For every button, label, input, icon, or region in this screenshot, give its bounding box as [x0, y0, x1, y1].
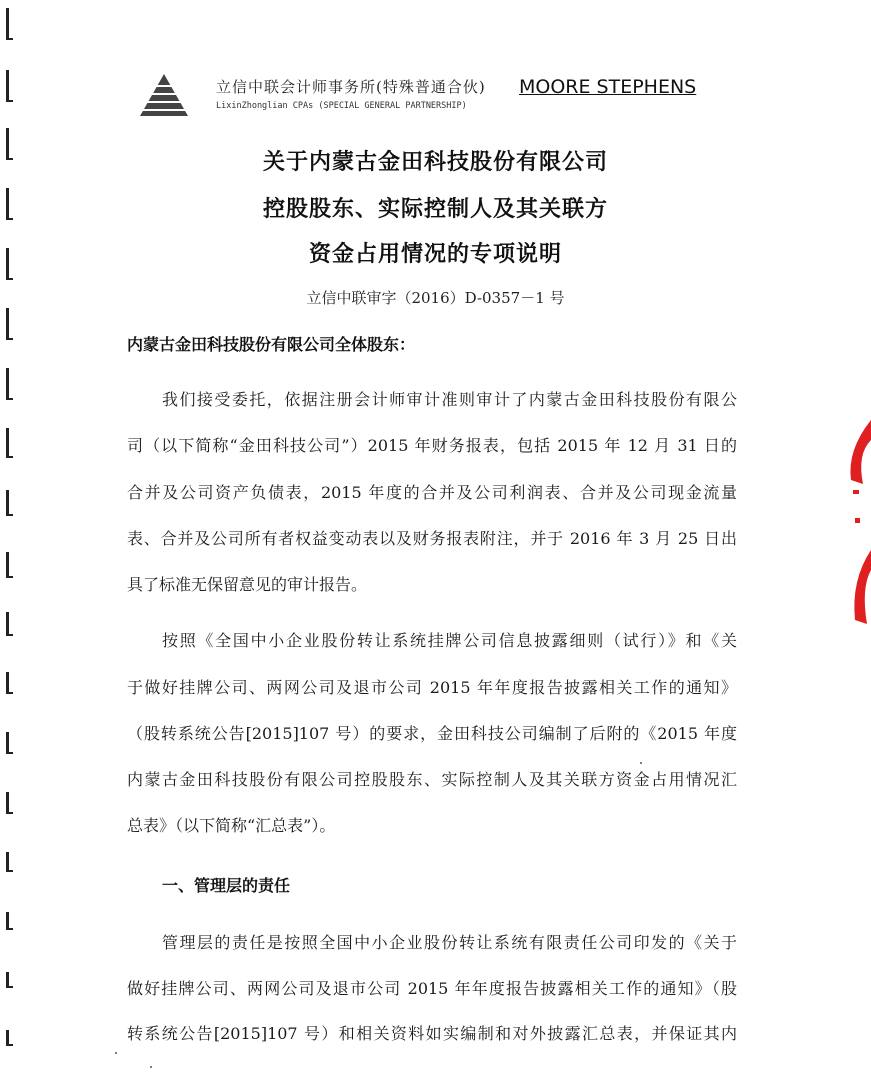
para3-line: 做好挂牌公司、两网公司及退市公司 2015 年年度报告披露相关工作的通知》（股	[127, 979, 737, 998]
binding-mark	[6, 428, 13, 458]
title-line-1: 关于内蒙古金田科技股份有限公司	[262, 149, 608, 175]
para2-line: （股转系统公告[2015]107 号）的要求，金田科技公司编制了后附的《2015 年度	[127, 724, 737, 743]
binding-mark	[6, 490, 13, 516]
para1-line: 合并及公司资产负债表，2015 年度的合并及公司利润表、合并及公司现金流量	[127, 483, 737, 502]
para2-line: 内蒙古金田科技股份有限公司控股股东、实际控制人及其关联方资金占用情况汇	[127, 770, 737, 789]
binding-mark	[6, 612, 13, 636]
binding-mark	[6, 1030, 13, 1046]
network-name: MOORE STEPHENS	[519, 76, 697, 98]
para1-line: 我们接受委托，依据注册会计师审计准则审计了内蒙古金田科技股份有限公	[162, 390, 737, 409]
reference-number: 立信中联审字（2016）D-0357－1 号	[306, 289, 565, 307]
para1-line: 表、合并及公司所有者权益变动表以及财务报表附注，并于 2016 年 3 月 25 日出	[127, 529, 737, 548]
binding-mark	[6, 8, 13, 40]
scan-speck	[640, 762, 642, 764]
para2-line: 按照《全国中小企业股份转让系统挂牌公司信息披露细则（试行）》和《关	[162, 631, 737, 650]
para2-line: 总表》（以下简称“汇总表”）。	[127, 816, 336, 835]
section-heading: 一、管理层的责任	[162, 876, 291, 895]
binding-mark	[6, 672, 13, 694]
binding-mark	[6, 912, 13, 930]
addressee: 内蒙古金田科技股份有限公司全体股东：	[127, 335, 416, 354]
scan-speck	[115, 1052, 117, 1054]
red-seal-icon	[845, 420, 871, 640]
binding-mark	[6, 552, 13, 578]
firm-name-en: LixinZhonglian CPAs (SPECIAL GENERAL PARTNERSHIP)	[216, 101, 467, 111]
binding-mark	[6, 308, 13, 340]
firm-name-cn: 立信中联会计师事务所(特殊普通合伙)	[216, 78, 486, 96]
para3-line: 管理层的责任是按照全国中小企业股份转让系统有限责任公司印发的《关于	[162, 933, 737, 952]
para2-line: 于做好挂牌公司、两网公司及退市公司 2015 年年度报告披露相关工作的通知》	[127, 678, 737, 697]
binding-mark	[6, 368, 13, 400]
binding-mark	[6, 852, 13, 872]
firm-logo-icon	[138, 72, 190, 118]
scan-speck	[150, 1066, 152, 1068]
para3-line: 转系统公告[2015]107 号）和相关资料如实编制和对外披露汇总表，并保证其内	[127, 1024, 737, 1043]
title-line-2: 控股股东、实际控制人及其关联方	[262, 196, 608, 222]
binding-mark	[6, 792, 13, 814]
para1-line: 具了标准无保留意见的审计报告。	[127, 575, 368, 594]
para1-line: 司（以下简称“金田科技公司”）2015 年财务报表，包括 2015 年 12 月 31 日的	[127, 436, 737, 455]
binding-mark	[6, 70, 13, 102]
title-line-3: 资金占用情况的专项说明	[308, 241, 562, 267]
binding-mark	[6, 732, 13, 754]
binding-mark	[6, 972, 13, 988]
